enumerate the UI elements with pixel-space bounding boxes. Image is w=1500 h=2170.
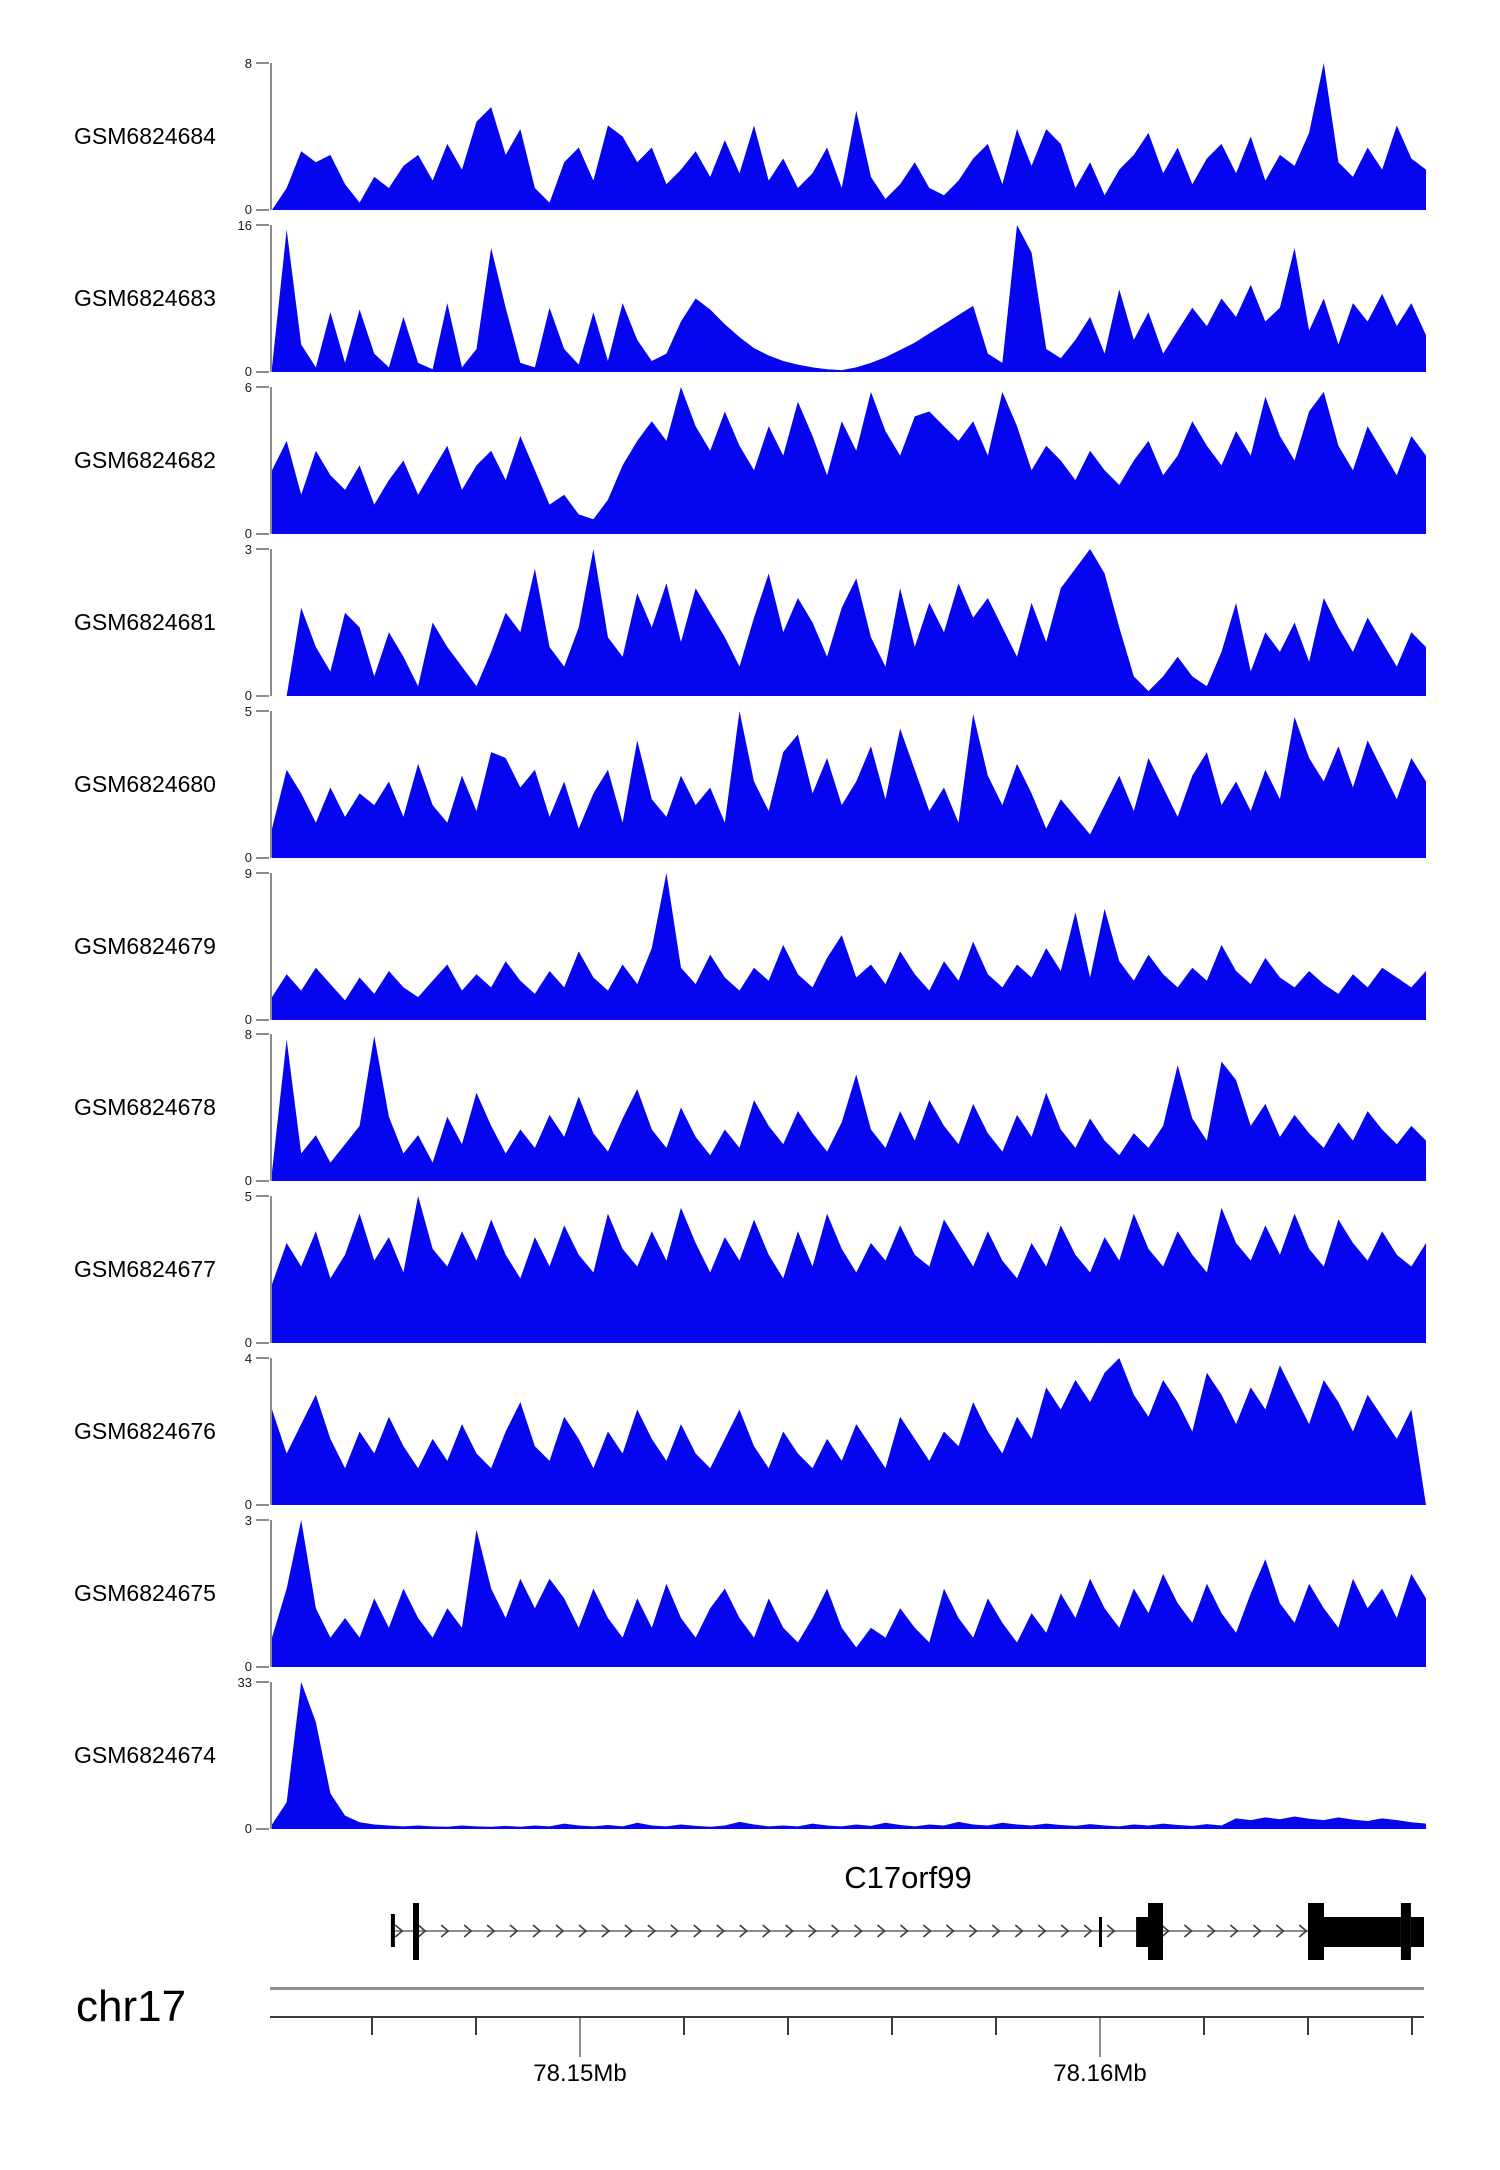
y-axis-max-label: 5: [244, 704, 252, 719]
y-axis-zero-label: 0: [244, 1659, 252, 1674]
coverage-polygon: [272, 1682, 1426, 1829]
axis-major-tick: [579, 2018, 581, 2057]
track-label: GSM6824677: [74, 1255, 216, 1282]
y-axis-zero-label: 0: [244, 688, 252, 703]
coverage-polygon: [272, 387, 1426, 534]
track-label: GSM6824674: [74, 1741, 216, 1768]
axis-minor-tick: [475, 2018, 477, 2035]
track-label: GSM6824675: [74, 1579, 216, 1606]
y-axis-bottom-tick: [256, 695, 269, 697]
y-axis-bottom-tick: [256, 209, 269, 211]
exon-box: [1324, 1917, 1401, 1947]
y-axis-zero-label: 0: [244, 1497, 252, 1512]
y-axis-bottom-tick: [256, 1180, 269, 1182]
axis-minor-tick: [787, 2018, 789, 2035]
signal-area-chart: [272, 873, 1426, 1020]
y-axis-zero-label: 0: [244, 1335, 252, 1350]
track-label: GSM6824678: [74, 1093, 216, 1120]
y-axis-zero-label: 0: [244, 850, 252, 865]
y-axis-bottom-tick: [256, 1828, 269, 1830]
axis-minor-tick: [1411, 2018, 1413, 2035]
signal-area-chart: [272, 1196, 1426, 1343]
signal-plot-area: [270, 63, 1426, 210]
gene-name-label: C17orf99: [844, 1860, 972, 1895]
signal-area-chart: [272, 549, 1426, 696]
y-axis-max-label: 8: [244, 56, 252, 71]
exon-box: [391, 1914, 395, 1947]
y-axis-max-label: 3: [244, 542, 252, 557]
y-axis-zero-label: 0: [244, 364, 252, 379]
y-axis-top-tick: [256, 1033, 269, 1035]
signal-area-chart: [272, 225, 1426, 372]
y-axis-bottom-tick: [256, 1666, 269, 1668]
coverage-polygon: [272, 225, 1426, 372]
coverage-polygon: [272, 63, 1426, 210]
exon-box: [1136, 1917, 1148, 1947]
coverage-polygon: [272, 1196, 1426, 1343]
y-axis-max-label: 6: [244, 380, 252, 395]
track-label: GSM6824676: [74, 1417, 216, 1444]
y-axis-top-tick: [256, 1195, 269, 1197]
exon-box: [1401, 1903, 1411, 1960]
y-axis-zero-label: 0: [244, 526, 252, 541]
signal-plot-area: [270, 225, 1426, 372]
coverage-polygon: [272, 1520, 1426, 1667]
coverage-polygon: [272, 711, 1426, 858]
y-axis-max-label: 33: [237, 1675, 252, 1690]
coverage-polygon: [272, 1358, 1426, 1505]
exon-box: [413, 1903, 419, 1960]
axis-position-label: 78.15Mb: [533, 2060, 627, 2087]
y-axis-top-tick: [256, 872, 269, 874]
track-label: GSM6824681: [74, 608, 216, 635]
y-axis-max-label: 8: [244, 1027, 252, 1042]
y-axis-zero-label: 0: [244, 1012, 252, 1027]
signal-plot-area: [270, 549, 1426, 696]
y-axis-bottom-tick: [256, 857, 269, 859]
y-axis-bottom-tick: [256, 1019, 269, 1021]
y-axis-max-label: 3: [244, 1513, 252, 1528]
axis-upper-line: [270, 1987, 1424, 1990]
exon-box: [1411, 1917, 1424, 1947]
signal-plot-area: [270, 1034, 1426, 1181]
coverage-polygon: [272, 549, 1426, 696]
track-label: GSM6824683: [74, 284, 216, 311]
axis-minor-tick: [683, 2018, 685, 2035]
exon-box: [1308, 1903, 1324, 1960]
gene-model-graphic: [270, 1895, 1424, 1965]
signal-plot-area: [270, 873, 1426, 1020]
axis-minor-tick: [891, 2018, 893, 2035]
y-axis-max-label: 5: [244, 1189, 252, 1204]
axis-position-label: 78.16Mb: [1053, 2060, 1147, 2087]
y-axis-zero-label: 0: [244, 1173, 252, 1188]
signal-area-chart: [272, 1520, 1426, 1667]
signal-area-chart: [272, 387, 1426, 534]
track-label: GSM6824682: [74, 446, 216, 473]
y-axis-top-tick: [256, 1681, 269, 1683]
signal-area-chart: [272, 711, 1426, 858]
axis-minor-tick: [1307, 2018, 1309, 2035]
y-axis-bottom-tick: [256, 533, 269, 535]
signal-plot-area: [270, 711, 1426, 858]
y-axis-top-tick: [256, 224, 269, 226]
y-axis-max-label: 4: [244, 1351, 252, 1366]
axis-minor-tick: [371, 2018, 373, 2035]
exon-box: [1148, 1903, 1163, 1960]
y-axis-top-tick: [256, 62, 269, 64]
signal-plot-area: [270, 1520, 1426, 1667]
signal-area-chart: [272, 1682, 1426, 1829]
axis-minor-tick: [1203, 2018, 1205, 2035]
signal-plot-area: [270, 387, 1426, 534]
signal-plot-area: [270, 1682, 1426, 1829]
y-axis-max-label: 9: [244, 866, 252, 881]
coverage-polygon: [272, 873, 1426, 1020]
axis-lower-line: [270, 2016, 1424, 2018]
track-label: GSM6824680: [74, 770, 216, 797]
y-axis-top-tick: [256, 386, 269, 388]
y-axis-zero-label: 0: [244, 1821, 252, 1836]
signal-plot-area: [270, 1196, 1426, 1343]
signal-plot-area: [270, 1358, 1426, 1505]
track-label: GSM6824684: [74, 122, 216, 149]
y-axis-top-tick: [256, 710, 269, 712]
y-axis-top-tick: [256, 1519, 269, 1521]
signal-area-chart: [272, 63, 1426, 210]
y-axis-max-label: 16: [237, 218, 252, 233]
y-axis-zero-label: 0: [244, 202, 252, 217]
y-axis-bottom-tick: [256, 371, 269, 373]
axis-minor-tick: [995, 2018, 997, 2035]
chromosome-label: chr17: [76, 1982, 187, 2031]
track-label: GSM6824679: [74, 932, 216, 959]
signal-area-chart: [272, 1034, 1426, 1181]
signal-area-chart: [272, 1358, 1426, 1505]
axis-major-tick: [1099, 2018, 1101, 2057]
coverage-polygon: [272, 1036, 1426, 1181]
y-axis-bottom-tick: [256, 1504, 269, 1506]
y-axis-bottom-tick: [256, 1342, 269, 1344]
exon-box: [1099, 1917, 1102, 1947]
y-axis-top-tick: [256, 548, 269, 550]
y-axis-top-tick: [256, 1357, 269, 1359]
